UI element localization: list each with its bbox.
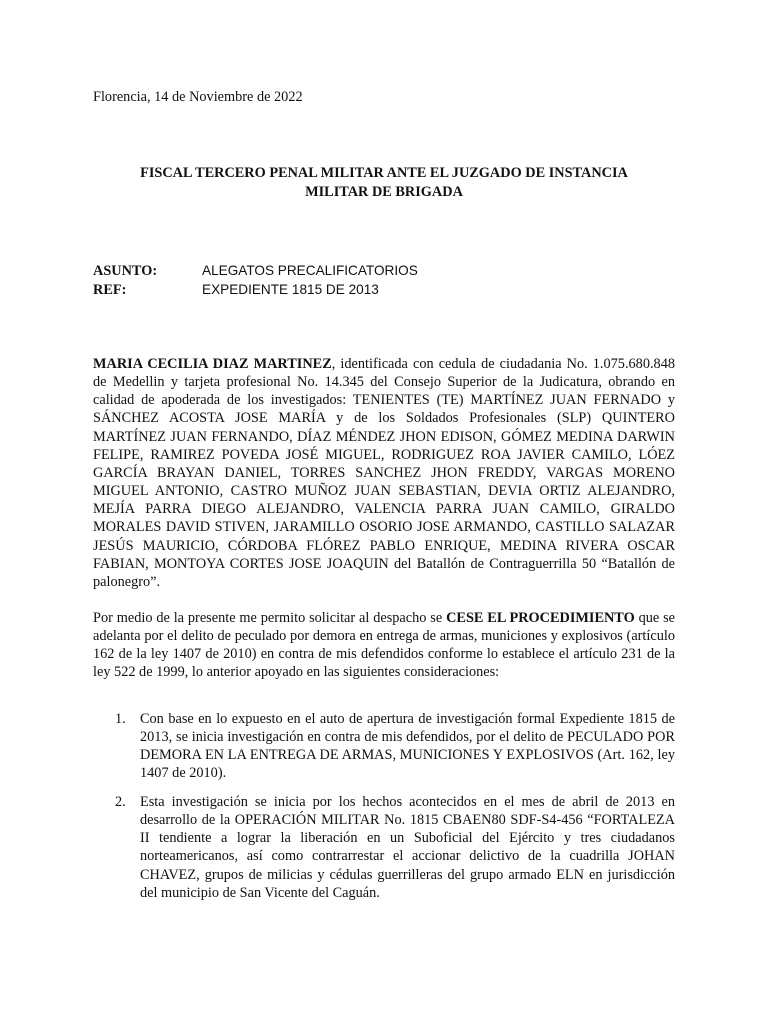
request-text-1: Por medio de la presente me permito solicitar al despacho se: [93, 610, 447, 626]
list-item-text: Con base en lo expuesto en el auto de apertura de investigación formal Expediente 1815 de 2013, se inicia investigación en contra de mis defendidos, por el delito de PECULADO POR DEMORA EN LA ENTREGA DE ARMAS, MUNICIONES Y EXPLOSIVOS (Art. 162, ley 1407 de 2010).: [140, 711, 675, 782]
request-paragraph: [93, 609, 675, 682]
list-item-number: 1.: [115, 711, 126, 727]
request-bold: CESE EL PROCEDIMIENTO: [446, 610, 635, 626]
subject-label: ASUNTO:: [93, 263, 158, 279]
list-item-text: Esta investigación se inicia por los hechos acontecidos en el mes de abril de 2013 en desarrollo de la OPERACIÓN MILITAR No. 1815 CBAEN80 SDF-S4-456 “FORTALEZA II tendiente a lograr la liberación en un Suboficial del Ejército y tres ciudadanos norteamericanos, así como contrarrestar el accionar delictivo de la cuadrilla JOHAN CHAVEZ, grupos de milicias y cédulas guerrilleras del grupo armado ELN en jurisdicción del municipio de San Vicente del Caguán.: [140, 794, 675, 901]
request-text-2: que se adelanta por el delito de peculado por demora en entrega de armas, municiones y explosivos (artículo 162 de la ley 1407 de 2010) en contra de mis defendidos conforme lo establece el artículo 231 de la ley 522 de 1999, lo anterior apoyado en las siguientes consideraciones:: [93, 610, 676, 681]
intro-text: , identificada con cedula de ciudadania No. 1.075.680.848 de Medellin y tarjeta profesional No. 14.345 del Consejo Superior de la Judicatura, obrando en calidad de apoderada de los investigados: TENIENTES (TE) MARTÍNEZ JUAN FERNADO y SÁNCHEZ ACOSTA JOSE MARÍA y de los Soldados Profesionales (SLP) QUINTERO MARTÍNEZ JUAN FERNANDO, DÍAZ MÉNDEZ JHON EDISON, GÓMEZ MEDINA DARWIN FELIPE, RAMIREZ POVEDA JOSÉ MIGUEL, RODRIGUEZ ROA JAVIER CAMILO, LÓEZ GARCÍA BRAYAN DANIEL, TORRES SANCHEZ JHON FREDDY, VARGAS MORENO MIGUEL ANTONIO, CASTRO MUÑOZ JUAN SEBASTIAN, DEVIA ORTIZ ALEJANDRO, MEJÍA PARRA DIEGO ALEJANDRO, VALENCIA PARRA JUAN CAMILO, GIRALDO MORALES DAVID STIVEN, JARAMILLO OSORIO JOSE ARMANDO, CASTILLO SALAZAR JESÚS MAURICIO, CÓRDOBA FLÓREZ PABLO ENRIQUE, MEDINA RIVERA OSCAR FABIAN, MONTOYA CORTES JOSE JOAQUIN del Batallón de Contraguerrilla 50 “Batallón de palonegro”.: [93, 356, 675, 590]
addressee-heading: [93, 164, 675, 202]
subject-value: ALEGATOS PRECALIFICATORIOS: [202, 263, 418, 278]
subject-row: [93, 262, 418, 280]
list-item-number: 2.: [115, 794, 126, 810]
addressee-line-2: MILITAR DE BRIGADA: [305, 184, 463, 200]
addressee-line-1: FISCAL TERCERO PENAL MILITAR ANTE EL JUZGADO DE INSTANCIA: [140, 165, 628, 181]
reference-value: EXPEDIENTE 1815 DE 2013: [202, 282, 379, 297]
date-line: Florencia, 14 de Noviembre de 2022: [93, 89, 303, 105]
reference-label: REF:: [93, 282, 127, 298]
intro-paragraph: [93, 355, 675, 591]
reference-row: [93, 281, 379, 299]
attorney-name: MARIA CECILIA DIAZ MARTINEZ: [93, 356, 332, 372]
